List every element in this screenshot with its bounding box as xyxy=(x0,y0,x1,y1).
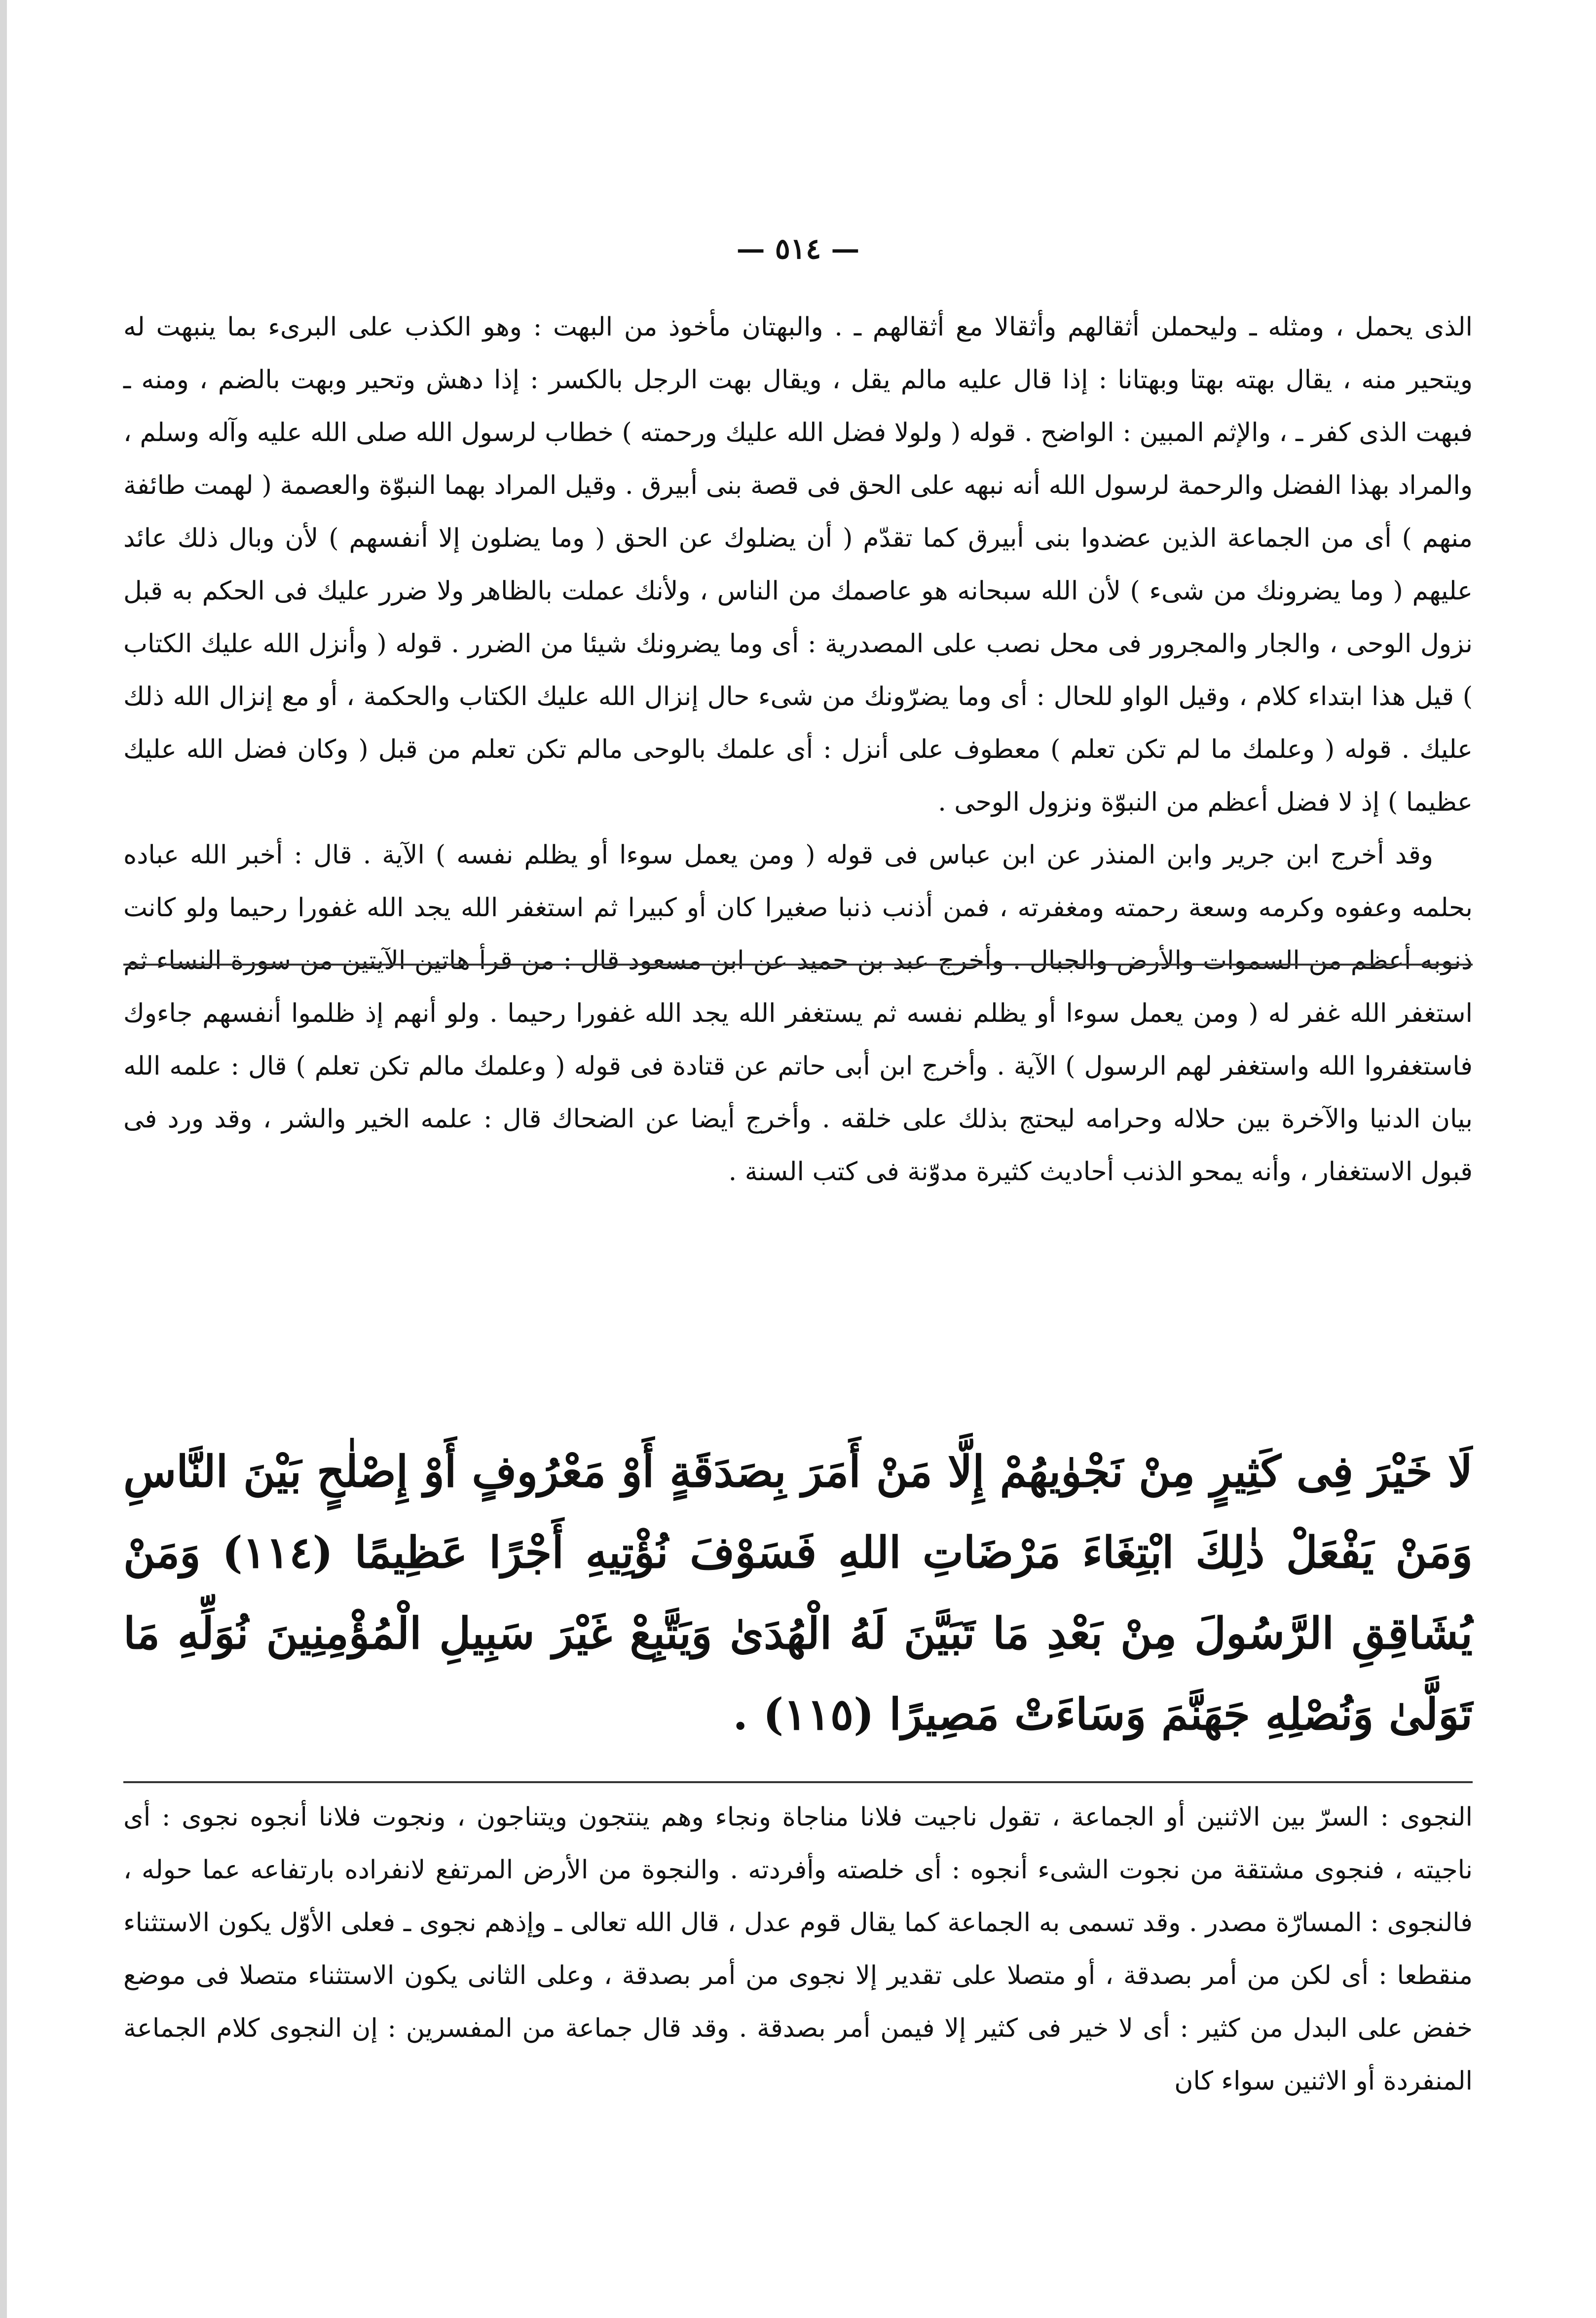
quran-verse-text: لَا خَيْرَ فِى كَثِيرٍ مِنْ نَجْوٰيهُمْ إِلَّا مَنْ أَمَرَ بِصَدَقَةٍ أَوْ مَعْرُوفٍ أَوْ إِصْلٰحٍ بَيْنَ النَّاسِ وَمَنْ يَفْعَلْ ذٰلِكَ ابْتِغَاءَ مَرْضَاتِ اللهِ فَسَوْفَ نُؤْتِيهِ أَجْرًا عَظِيمًا (١١٤) وَمَنْ يُشَاقِقِ الرَّسُولَ مِنْ بَعْدِ مَا تَبَيَّنَ لَهُ الْهُدَىٰ وَيَتَّبِعْ غَيْرَ سَبِيلِ الْمُؤْمِنِينَ نُوَلِّهِ مَا تَوَلَّىٰ وَنُصْلِهِ جَهَنَّمَ وَسَاءَتْ مَصِيرًا (١١٥) . xyxy=(123,1446,1473,1740)
quran-verse-block xyxy=(123,1431,1473,1755)
commentary-before-verse xyxy=(123,301,1473,1198)
commentary-paragraph: النجوى : السرّ بين الاثنين أو الجماعة ، تقول ناجيت فلانا مناجاة ونجاء وهم ينتجون ويتناجون ، ونجوت فلانا أنجوه نجوى : أى ناجيته ، فنجوى مشتقة من نجوت الشىء أنجوه : أى خلصته وأفردته . والنجوة من الأرض المرتفع لانفراده بارتفاعه عما حوله ، فالنجوى : المسارّة مصدر . وقد تسمى به الجماعة كما يقال قوم عدل ، قال الله تعالى ـ وإذهم نجوى ـ فعلى الأوّل يكون الاستثناء منقطعا : أى لكن من أمر بصدقة ، أو متصلا على تقدير إلا نجوى من أمر بصدقة ، وعلى الثانى يكون الاستثناء متصلا فى موضع خفض على البدل من كثير : أى لا خير فى كثير إلا فيمن أمر بصدقة . وقد قال جماعة من المفسرين : إن النجوى كلام الجماعة المنفردة أو الاثنين سواء كان xyxy=(123,1802,1473,2096)
scan-margin-shadow xyxy=(0,0,7,2318)
section-divider xyxy=(123,964,1473,966)
commentary-paragraph: وقد أخرج ابن جرير وابن المنذر عن ابن عباس فى قوله ( ومن يعمل سوءا أو يظلم نفسه ) الآية . قال : أخبر الله عباده بحلمه وعفوه وكرمه وسعة رحمته ومغفرته ، فمن أذنب ذنبا صغيرا كان أو كبيرا ثم استغفر الله يجد الله غفورا رحيما ولو كانت ذنوبه أعظم من السموات والأرض والجبال . وأخرج عبد بن حميد عن ابن مسعود قال : من قرأ هاتين الآيتين من سورة النساء ثم استغفر الله غفر له ( ومن يعمل سوءا أو يظلم نفسه ثم يستغفر الله يجد الله غفورا رحيما . ولو أنهم إذ ظلموا أنفسهم جاءوك فاستغفروا الله واستغفر لهم الرسول ) الآية . وأخرج ابن أبى حاتم عن قتادة فى قوله ( وعلمك مالم تكن تعلم ) قال : علمه الله بيان الدنيا والآخرة بين حلاله وحرامه ليحتج بذلك على خلقه . وأخرج أيضا عن الضحاك قال : علمه الخير والشر ، وقد ورد فى قبول الاستغفار ، وأنه يمحو الذنب أحاديث كثيرة مدوّنة فى كتب السنة . xyxy=(123,840,1473,1187)
page-number: — ٥١٤ — xyxy=(736,232,860,265)
commentary-after-verse xyxy=(123,1791,1473,2108)
section-divider xyxy=(123,1781,1473,1783)
commentary-paragraph: الذى يحمل ، ومثله ـ وليحملن أثقالهم وأثقالا مع أثقالهم ـ . والبهتان مأخوذ من البهت : وهو الكذب على البرىء بما ينبهت له ويتحير منه ، يقال بهته بهتا وبهتانا : إذا قال عليه مالم يقل ، ويقال بهت الرجل بالكسر : إذا دهش وتحير وبهت بالضم ، ومنه ـ فبهت الذى كفر ـ ، والإثم المبين : الواضح . قوله ( ولولا فضل الله عليك ورحمته ) خطاب لرسول الله صلى الله عليه وآله وسلم ، والمراد بهذا الفضل والرحمة لرسول الله أنه نبهه على الحق فى قصة بنى أبيرق . وقيل المراد بهما النبوّة والعصمة ( لهمت طائفة منهم ) أى من الجماعة الذين عضدوا بنى أبيرق كما تقدّم ( أن يضلوك عن الحق ( وما يضلون إلا أنفسهم ) لأن وبال ذلك عائد عليهم ( وما يضرونك من شىء ) لأن الله سبحانه هو عاصمك من الناس ، ولأنك عملت بالظاهر ولا ضرر عليك فى الحكم به قبل نزول الوحى ، والجار والمجرور فى محل نصب على المصدرية : أى وما يضرونك شيئا من الضرر . قوله ( وأنزل الله عليك الكتاب ) قيل هذا ابتداء كلام ، وقيل الواو للحال : أى وما يضرّونك من شىء حال إنزال الله عليك الكتاب والحكمة ، أو مع إنزال الله ذلك عليك . قوله ( وعلمك ما لم تكن تعلم ) معطوف على أنزل : أى علمك بالوحى مالم تكن تعلم من قبل ( وكان فضل الله عليك عظيما ) إذ لا فضل أعظم من النبوّة ونزول الوحى . xyxy=(123,312,1473,817)
